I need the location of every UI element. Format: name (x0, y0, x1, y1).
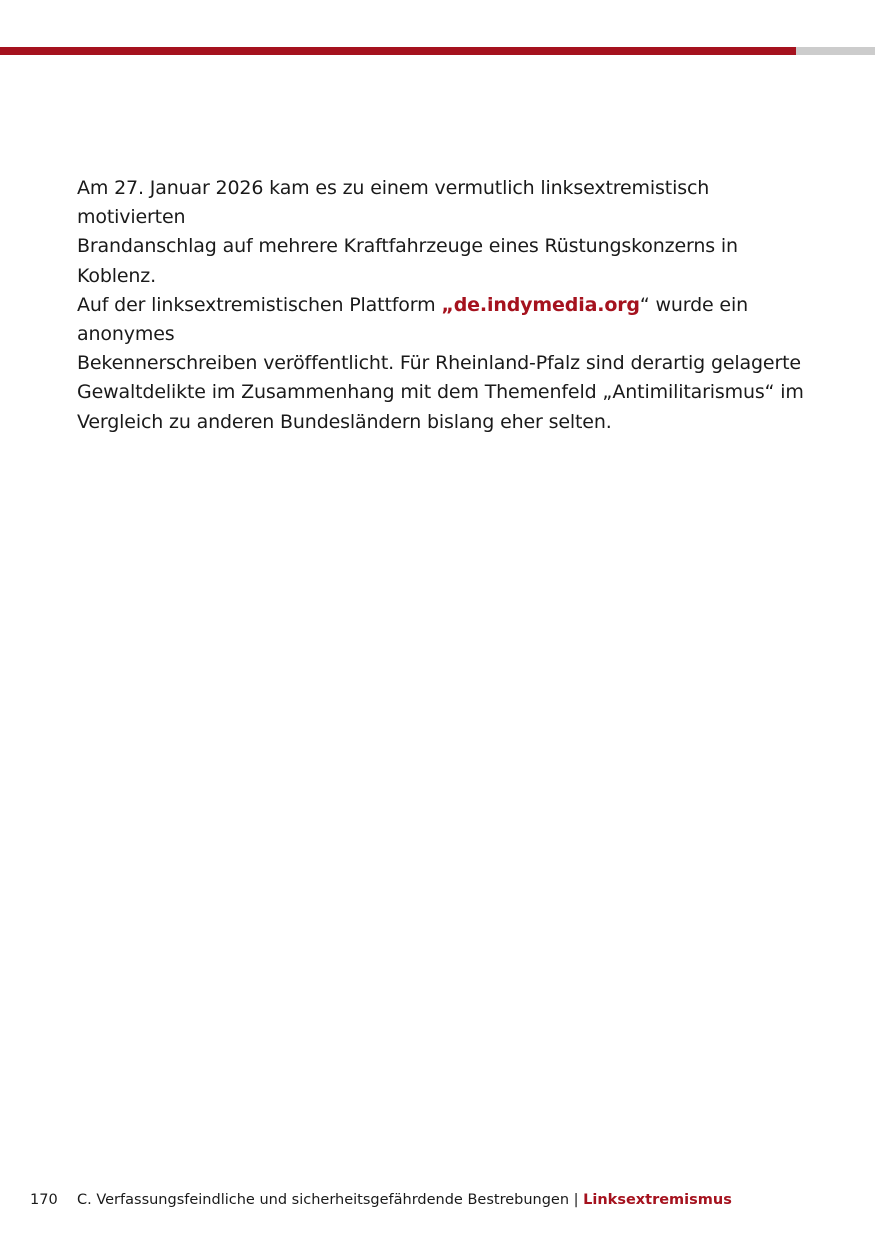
header-gray-bar (796, 47, 875, 55)
indymedia-link[interactable]: „de.indymedia.org (441, 293, 640, 316)
footer-separator: | (569, 1192, 584, 1208)
footer-section: Linksextremismus (583, 1192, 732, 1208)
body-line-4: Bekennerschreiben veröffentlicht. Für Rheinland-Pfalz sind derartig gelagerte (77, 352, 801, 375)
page-footer (0, 1189, 875, 1211)
body-line-3-post: “ wurde ein anonymes (77, 293, 748, 346)
footer-running-title (77, 1189, 732, 1211)
body-line-5: Gewaltdelikte im Zusammenhang mit dem Themenfeld „Antimilitarismus“ im (77, 381, 804, 404)
body-paragraph (77, 174, 807, 437)
body-line-3-pre: Auf der linksextremistischen Plattform (77, 293, 442, 316)
body-line-6: Vergleich zu anderen Bundesländern bislang eher selten. (77, 410, 612, 433)
body-line-2: Brandanschlag auf mehrere Kraftfahrzeuge eines Rüstungskonzerns in Koblenz. (77, 235, 738, 287)
header-accent-bar (0, 47, 796, 55)
body-line-1: Am 27. Januar 2026 kam es zu einem vermutlich linksextremistisch motivierten (77, 177, 710, 229)
footer-chapter: C. Verfassungsfeindliche und sicherheitsgefährdende Bestrebungen (77, 1192, 570, 1208)
page-number: 170 (30, 1192, 58, 1208)
